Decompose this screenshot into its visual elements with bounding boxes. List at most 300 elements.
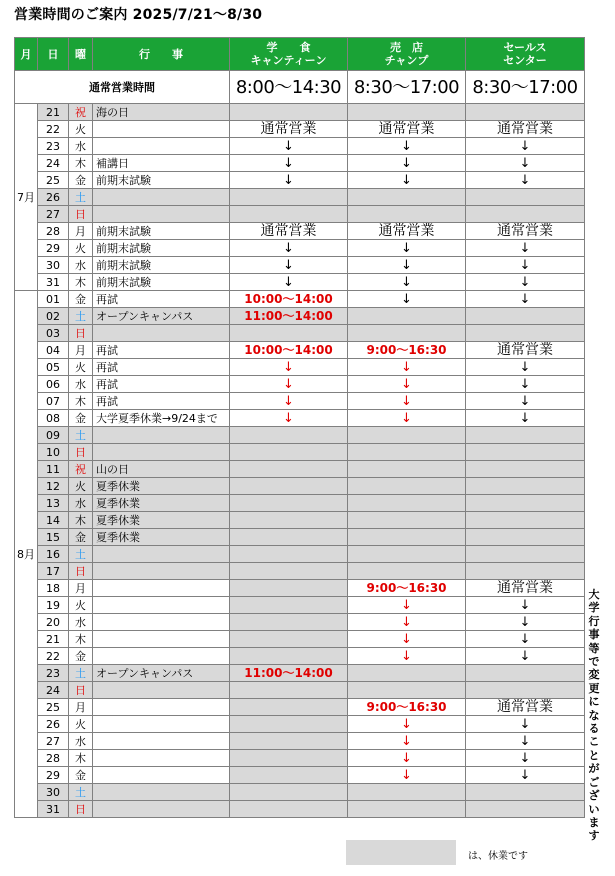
event-cell xyxy=(93,189,230,206)
shop1-cell xyxy=(230,206,348,223)
table-row xyxy=(15,291,585,308)
table-row xyxy=(15,614,585,631)
table-row xyxy=(15,393,585,410)
day-cell: 20 xyxy=(38,614,69,631)
weekday-cell: 水 xyxy=(69,495,93,512)
shop1-cell xyxy=(230,631,348,648)
shop1-cell xyxy=(230,104,348,121)
day-cell: 10 xyxy=(38,444,69,461)
shop3-cell xyxy=(466,444,585,461)
shop1-cell: ↓ xyxy=(230,257,348,274)
regular-hours-label: 通常営業時間 xyxy=(15,71,230,104)
day-cell: 03 xyxy=(38,325,69,342)
business-hours-table xyxy=(14,37,585,818)
weekday-cell: 火 xyxy=(69,597,93,614)
header-shop2 xyxy=(348,38,466,71)
day-cell: 27 xyxy=(38,206,69,223)
shop3-cell xyxy=(466,529,585,546)
shop1-cell: ↓ xyxy=(230,410,348,427)
event-cell: オープンキャンパス xyxy=(93,308,230,325)
shop3-cell xyxy=(466,495,585,512)
table-row xyxy=(15,716,585,733)
shop3-cell xyxy=(466,546,585,563)
weekday-cell: 木 xyxy=(69,155,93,172)
shop1-cell xyxy=(230,699,348,716)
header-shop1 xyxy=(230,38,348,71)
event-cell xyxy=(93,784,230,801)
shop2-cell: 9:00～16:30 xyxy=(348,342,466,359)
shop3-cell xyxy=(466,189,585,206)
table-row xyxy=(15,444,585,461)
shop2-cell xyxy=(348,325,466,342)
shop3-cell: ↓ xyxy=(466,240,585,257)
day-cell: 28 xyxy=(38,223,69,240)
event-cell xyxy=(93,427,230,444)
header-shop1-line2: キャンティーン xyxy=(250,54,327,67)
day-cell: 23 xyxy=(38,138,69,155)
weekday-cell: 火 xyxy=(69,716,93,733)
event-cell xyxy=(93,138,230,155)
event-cell xyxy=(93,631,230,648)
weekday-cell: 土 xyxy=(69,427,93,444)
shop2-cell xyxy=(348,206,466,223)
table-row xyxy=(15,104,585,121)
table-row xyxy=(15,767,585,784)
day-cell: 21 xyxy=(38,631,69,648)
shop1-cell xyxy=(230,580,348,597)
table-row xyxy=(15,597,585,614)
day-cell: 15 xyxy=(38,529,69,546)
event-cell: 夏季休業 xyxy=(93,512,230,529)
regular-hours-shop3: 8:30～17:00 xyxy=(466,71,585,104)
header-shop2-line2: チャンプ xyxy=(384,54,429,67)
event-cell: 夏季休業 xyxy=(93,529,230,546)
table-row xyxy=(15,801,585,818)
table-row xyxy=(15,376,585,393)
event-cell: 補講日 xyxy=(93,155,230,172)
weekday-cell: 日 xyxy=(69,563,93,580)
shop1-cell xyxy=(230,427,348,444)
weekday-cell: 水 xyxy=(69,257,93,274)
table-row xyxy=(15,478,585,495)
day-cell: 29 xyxy=(38,240,69,257)
table-row xyxy=(15,546,585,563)
weekday-cell: 月 xyxy=(69,342,93,359)
shop2-cell: ↓ xyxy=(348,274,466,291)
event-cell xyxy=(93,699,230,716)
shop1-cell xyxy=(230,767,348,784)
regular-hours-row xyxy=(15,71,585,104)
closed-legend-text: は、休業です xyxy=(468,851,528,862)
day-cell: 17 xyxy=(38,563,69,580)
shop1-cell: ↓ xyxy=(230,155,348,172)
day-cell: 25 xyxy=(38,172,69,189)
weekday-cell: 水 xyxy=(69,733,93,750)
table-row xyxy=(15,155,585,172)
shop1-cell: 通常営業 xyxy=(230,121,348,138)
shop2-cell: 通常営業 xyxy=(348,223,466,240)
shop1-cell xyxy=(230,648,348,665)
table-row xyxy=(15,495,585,512)
weekday-cell: 金 xyxy=(69,291,93,308)
event-cell xyxy=(93,546,230,563)
shop1-cell xyxy=(230,546,348,563)
shop1-cell xyxy=(230,614,348,631)
weekday-cell: 月 xyxy=(69,699,93,716)
shop3-cell: ↓ xyxy=(466,138,585,155)
day-cell: 25 xyxy=(38,699,69,716)
header-shop2-line1: 売 店 xyxy=(390,41,423,54)
weekday-cell: 日 xyxy=(69,325,93,342)
event-cell: オープンキャンパス xyxy=(93,665,230,682)
table-row xyxy=(15,189,585,206)
table-row xyxy=(15,172,585,189)
month-cell-july: 7月 xyxy=(15,104,38,291)
shop1-cell: 通常営業 xyxy=(230,223,348,240)
shop2-cell: ↓ xyxy=(348,291,466,308)
day-cell: 30 xyxy=(38,257,69,274)
shop3-cell: 通常営業 xyxy=(466,580,585,597)
table-row xyxy=(15,529,585,546)
table-row xyxy=(15,308,585,325)
shop3-cell xyxy=(466,461,585,478)
table-row xyxy=(15,648,585,665)
weekday-cell: 日 xyxy=(69,206,93,223)
day-cell: 04 xyxy=(38,342,69,359)
day-cell: 13 xyxy=(38,495,69,512)
shop1-cell xyxy=(230,801,348,818)
shop2-cell: ↓ xyxy=(348,172,466,189)
shop3-cell: ↓ xyxy=(466,376,585,393)
event-cell xyxy=(93,597,230,614)
shop2-cell: ↓ xyxy=(348,750,466,767)
table-row xyxy=(15,580,585,597)
weekday-cell: 木 xyxy=(69,393,93,410)
shop3-cell xyxy=(466,801,585,818)
table-row xyxy=(15,750,585,767)
event-cell: 再試 xyxy=(93,393,230,410)
shop2-cell: 9:00～16:30 xyxy=(348,580,466,597)
table-row xyxy=(15,733,585,750)
shop1-cell: ↓ xyxy=(230,376,348,393)
day-cell: 02 xyxy=(38,308,69,325)
shop1-cell: 11:00～14:00 xyxy=(230,665,348,682)
table-row xyxy=(15,325,585,342)
weekday-cell: 金 xyxy=(69,648,93,665)
event-cell: 前期末試験 xyxy=(93,257,230,274)
day-cell: 22 xyxy=(38,121,69,138)
day-cell: 30 xyxy=(38,784,69,801)
shop1-cell xyxy=(230,189,348,206)
event-cell xyxy=(93,682,230,699)
day-cell: 01 xyxy=(38,291,69,308)
shop1-cell xyxy=(230,529,348,546)
shop2-cell xyxy=(348,189,466,206)
page-title: 営業時間のご案内 2025/7/21～8/30 xyxy=(14,7,263,23)
table-row xyxy=(15,240,585,257)
shop3-cell: 通常営業 xyxy=(466,121,585,138)
shop2-cell: ↓ xyxy=(348,240,466,257)
day-cell: 31 xyxy=(38,274,69,291)
day-cell: 28 xyxy=(38,750,69,767)
weekday-cell: 木 xyxy=(69,631,93,648)
month-cell-august: 8月 xyxy=(15,291,38,818)
event-cell: 前期末試験 xyxy=(93,274,230,291)
event-cell xyxy=(93,563,230,580)
event-cell: 夏季休業 xyxy=(93,495,230,512)
day-cell: 12 xyxy=(38,478,69,495)
day-cell: 06 xyxy=(38,376,69,393)
table-row xyxy=(15,461,585,478)
event-cell: 再試 xyxy=(93,291,230,308)
shop3-cell xyxy=(466,563,585,580)
shop1-cell: 10:00～14:00 xyxy=(230,291,348,308)
shop2-cell: 通常営業 xyxy=(348,121,466,138)
table-row xyxy=(15,274,585,291)
shop1-cell xyxy=(230,444,348,461)
weekday-cell: 金 xyxy=(69,172,93,189)
event-cell xyxy=(93,580,230,597)
day-cell: 24 xyxy=(38,155,69,172)
shop2-cell xyxy=(348,563,466,580)
shop3-cell: ↓ xyxy=(466,750,585,767)
shop3-cell: ↓ xyxy=(466,291,585,308)
event-cell: 再試 xyxy=(93,342,230,359)
shop2-cell: ↓ xyxy=(348,257,466,274)
shop2-cell: ↓ xyxy=(348,631,466,648)
weekday-cell: 木 xyxy=(69,274,93,291)
event-cell: 海の日 xyxy=(93,104,230,121)
header-weekday: 曜 xyxy=(69,38,93,71)
shop3-cell: ↓ xyxy=(466,631,585,648)
day-cell: 26 xyxy=(38,189,69,206)
table-row xyxy=(15,257,585,274)
shop2-cell xyxy=(348,427,466,444)
regular-hours-shop1: 8:00～14:30 xyxy=(230,71,348,104)
shop3-cell: ↓ xyxy=(466,614,585,631)
event-cell xyxy=(93,444,230,461)
weekday-cell: 月 xyxy=(69,580,93,597)
weekday-cell: 土 xyxy=(69,308,93,325)
table-row xyxy=(15,138,585,155)
weekday-cell: 木 xyxy=(69,512,93,529)
shop3-cell: 通常営業 xyxy=(466,342,585,359)
weekday-cell: 祝 xyxy=(69,461,93,478)
weekday-cell: 土 xyxy=(69,546,93,563)
header-day: 日 xyxy=(38,38,69,71)
weekday-cell: 火 xyxy=(69,121,93,138)
shop3-cell: ↓ xyxy=(466,716,585,733)
header-shop3-line2: センター xyxy=(503,54,547,67)
event-cell: 前期末試験 xyxy=(93,172,230,189)
shop2-cell xyxy=(348,665,466,682)
shop3-cell: 通常営業 xyxy=(466,699,585,716)
shop2-cell: ↓ xyxy=(348,597,466,614)
table-row xyxy=(15,665,585,682)
shop2-cell xyxy=(348,104,466,121)
side-note: 大学行事等で変更になることがございます xyxy=(588,588,600,843)
shop2-cell: ↓ xyxy=(348,716,466,733)
shop3-cell: ↓ xyxy=(466,257,585,274)
shop2-cell xyxy=(348,308,466,325)
header-shop3-line1: セールス xyxy=(503,41,547,54)
weekday-cell: 火 xyxy=(69,478,93,495)
shop2-cell: ↓ xyxy=(348,614,466,631)
event-cell: 夏季休業 xyxy=(93,478,230,495)
table-row xyxy=(15,682,585,699)
table-row xyxy=(15,206,585,223)
shop3-cell: ↓ xyxy=(466,359,585,376)
event-cell xyxy=(93,767,230,784)
table-row xyxy=(15,121,585,138)
shop1-cell xyxy=(230,682,348,699)
shop3-cell xyxy=(466,665,585,682)
shop1-cell xyxy=(230,733,348,750)
day-cell: 26 xyxy=(38,716,69,733)
shop3-cell xyxy=(466,104,585,121)
day-cell: 24 xyxy=(38,682,69,699)
shop3-cell: ↓ xyxy=(466,172,585,189)
day-cell: 27 xyxy=(38,733,69,750)
table-row xyxy=(15,784,585,801)
day-cell: 16 xyxy=(38,546,69,563)
shop2-cell xyxy=(348,529,466,546)
weekday-cell: 月 xyxy=(69,223,93,240)
event-cell: 山の日 xyxy=(93,461,230,478)
event-cell: 再試 xyxy=(93,376,230,393)
shop3-cell: ↓ xyxy=(466,767,585,784)
shop3-cell: 通常営業 xyxy=(466,223,585,240)
shop2-cell xyxy=(348,495,466,512)
closed-legend-swatch xyxy=(346,840,456,865)
shop2-cell: ↓ xyxy=(348,359,466,376)
table-row xyxy=(15,223,585,240)
shop3-cell: ↓ xyxy=(466,274,585,291)
shop3-cell xyxy=(466,478,585,495)
weekday-cell: 土 xyxy=(69,189,93,206)
shop1-cell xyxy=(230,512,348,529)
header-shop3 xyxy=(466,38,585,71)
shop2-cell: ↓ xyxy=(348,733,466,750)
table-row xyxy=(15,427,585,444)
shop3-cell: ↓ xyxy=(466,155,585,172)
shop3-cell: ↓ xyxy=(466,597,585,614)
shop1-cell xyxy=(230,716,348,733)
shop3-cell xyxy=(466,427,585,444)
shop2-cell: ↓ xyxy=(348,376,466,393)
table-row xyxy=(15,512,585,529)
shop3-cell: ↓ xyxy=(466,733,585,750)
day-cell: 21 xyxy=(38,104,69,121)
shop2-cell: 9:00～16:30 xyxy=(348,699,466,716)
shop1-cell xyxy=(230,478,348,495)
shop3-cell xyxy=(466,206,585,223)
table-row xyxy=(15,699,585,716)
weekday-cell: 火 xyxy=(69,359,93,376)
day-cell: 19 xyxy=(38,597,69,614)
header-row xyxy=(15,38,585,71)
day-cell: 23 xyxy=(38,665,69,682)
table-row xyxy=(15,359,585,376)
weekday-cell: 金 xyxy=(69,410,93,427)
day-cell: 05 xyxy=(38,359,69,376)
header-event: 行 事 xyxy=(93,38,230,71)
shop2-cell: ↓ xyxy=(348,767,466,784)
shop2-cell xyxy=(348,784,466,801)
event-cell: 再試 xyxy=(93,359,230,376)
shop2-cell xyxy=(348,512,466,529)
table-row xyxy=(15,410,585,427)
shop1-cell: ↓ xyxy=(230,172,348,189)
day-cell: 29 xyxy=(38,767,69,784)
weekday-cell: 土 xyxy=(69,784,93,801)
shop2-cell: ↓ xyxy=(348,138,466,155)
weekday-cell: 土 xyxy=(69,665,93,682)
shop2-cell: ↓ xyxy=(348,648,466,665)
shop3-cell xyxy=(466,784,585,801)
table-row xyxy=(15,342,585,359)
shop2-cell xyxy=(348,461,466,478)
weekday-cell: 水 xyxy=(69,614,93,631)
shop2-cell xyxy=(348,546,466,563)
shop1-cell: 10:00～14:00 xyxy=(230,342,348,359)
shop1-cell: ↓ xyxy=(230,240,348,257)
shop1-cell xyxy=(230,750,348,767)
weekday-cell: 水 xyxy=(69,138,93,155)
shop1-cell xyxy=(230,597,348,614)
weekday-cell: 水 xyxy=(69,376,93,393)
shop1-cell: ↓ xyxy=(230,138,348,155)
event-cell xyxy=(93,614,230,631)
event-cell xyxy=(93,750,230,767)
shop3-cell xyxy=(466,512,585,529)
shop2-cell xyxy=(348,444,466,461)
shop2-cell xyxy=(348,478,466,495)
day-cell: 31 xyxy=(38,801,69,818)
shop2-cell xyxy=(348,801,466,818)
weekday-cell: 木 xyxy=(69,750,93,767)
event-cell xyxy=(93,801,230,818)
shop3-cell xyxy=(466,682,585,699)
shop1-cell xyxy=(230,784,348,801)
regular-hours-shop2: 8:30～17:00 xyxy=(348,71,466,104)
event-cell: 大学夏季休業→9/24まで xyxy=(93,410,230,427)
shop2-cell: ↓ xyxy=(348,393,466,410)
shop3-cell xyxy=(466,308,585,325)
day-cell: 09 xyxy=(38,427,69,444)
header-month: 月 xyxy=(15,38,38,71)
day-cell: 07 xyxy=(38,393,69,410)
shop3-cell xyxy=(466,325,585,342)
table-row xyxy=(15,563,585,580)
shop3-cell: ↓ xyxy=(466,410,585,427)
event-cell xyxy=(93,716,230,733)
shop1-cell xyxy=(230,563,348,580)
weekday-cell: 火 xyxy=(69,240,93,257)
event-cell: 前期末試験 xyxy=(93,240,230,257)
day-cell: 18 xyxy=(38,580,69,597)
shop2-cell xyxy=(348,682,466,699)
event-cell xyxy=(93,121,230,138)
weekday-cell: 祝 xyxy=(69,104,93,121)
weekday-cell: 日 xyxy=(69,444,93,461)
shop3-cell: ↓ xyxy=(466,393,585,410)
day-cell: 14 xyxy=(38,512,69,529)
event-cell xyxy=(93,733,230,750)
shop2-cell: ↓ xyxy=(348,410,466,427)
weekday-cell: 日 xyxy=(69,801,93,818)
weekday-cell: 金 xyxy=(69,529,93,546)
